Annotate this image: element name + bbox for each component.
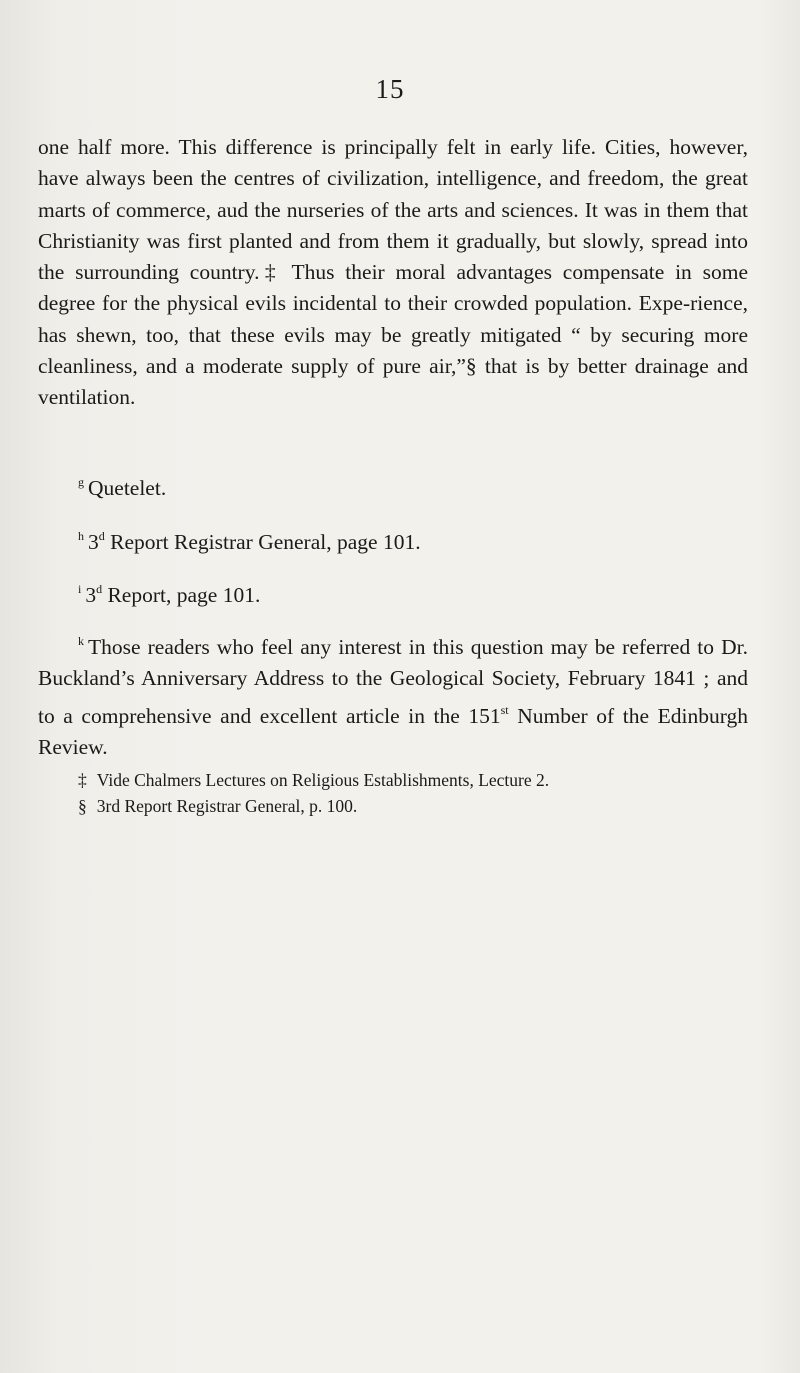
footnote-marker: g <box>78 475 84 489</box>
ordinal-suffix: d <box>96 582 103 596</box>
footnote-k <box>38 626 748 763</box>
note-text: Vide Chalmers Lectures on Religious Establishments, Lecture 2. <box>96 770 550 790</box>
note-symbol: § <box>78 796 87 816</box>
footnote-text: Report Registrar General, page 101. <box>104 530 421 554</box>
paragraph-text: one half more. This difference is principally felt in early life. Cities, however, have always been the centres of civilization, intelligence, and freedom, the great marts of commerce, aud the nurseries of the arts and sciences. It was in them that Christianity was first planted and from them it gradually, but slowly, spread into the surrounding country.‡ Thus their moral advantages compensate in some degree for the physical evils incidental to their crowded population. Expe-rience, has shewn, too, that these evils may be greatly mitigated “ by securing more cleanliness, and a moderate supply of pure air,”§ that is by better drainage and ventilation. <box>38 135 748 410</box>
ordinal-suffix: st <box>500 702 509 717</box>
bottom-note <box>78 794 758 819</box>
ordinal-suffix: d <box>98 529 105 543</box>
footnote-text: Quetelet. <box>88 476 167 500</box>
footnote-text: Report, page 101. <box>102 583 261 607</box>
page-number: 15 <box>375 74 405 104</box>
footnote-g <box>38 467 748 504</box>
footnote-marker: i <box>78 582 82 596</box>
footnote-marker: k <box>78 634 84 648</box>
note-symbol: ‡ <box>78 770 87 790</box>
footnote-h <box>38 521 748 558</box>
footnote-text: Those readers who feel any interest in this question may be referred to Dr. Buckland’s Anniversary Address to the Geological Society, February 1841 ; and to a comprehensive and excellent article in the 151 <box>38 635 748 728</box>
main-paragraph <box>38 132 748 414</box>
footnote-marker: h <box>78 529 84 543</box>
ordinal-number: 3 <box>88 530 99 554</box>
footnote-i <box>38 574 748 611</box>
bottom-note <box>78 768 758 793</box>
ordinal-number: 3 <box>85 583 97 607</box>
footnote-text-end: Number of the Edinburgh Review. <box>38 703 748 759</box>
note-text: 3rd Report Registrar General, p. 100. <box>96 796 358 816</box>
